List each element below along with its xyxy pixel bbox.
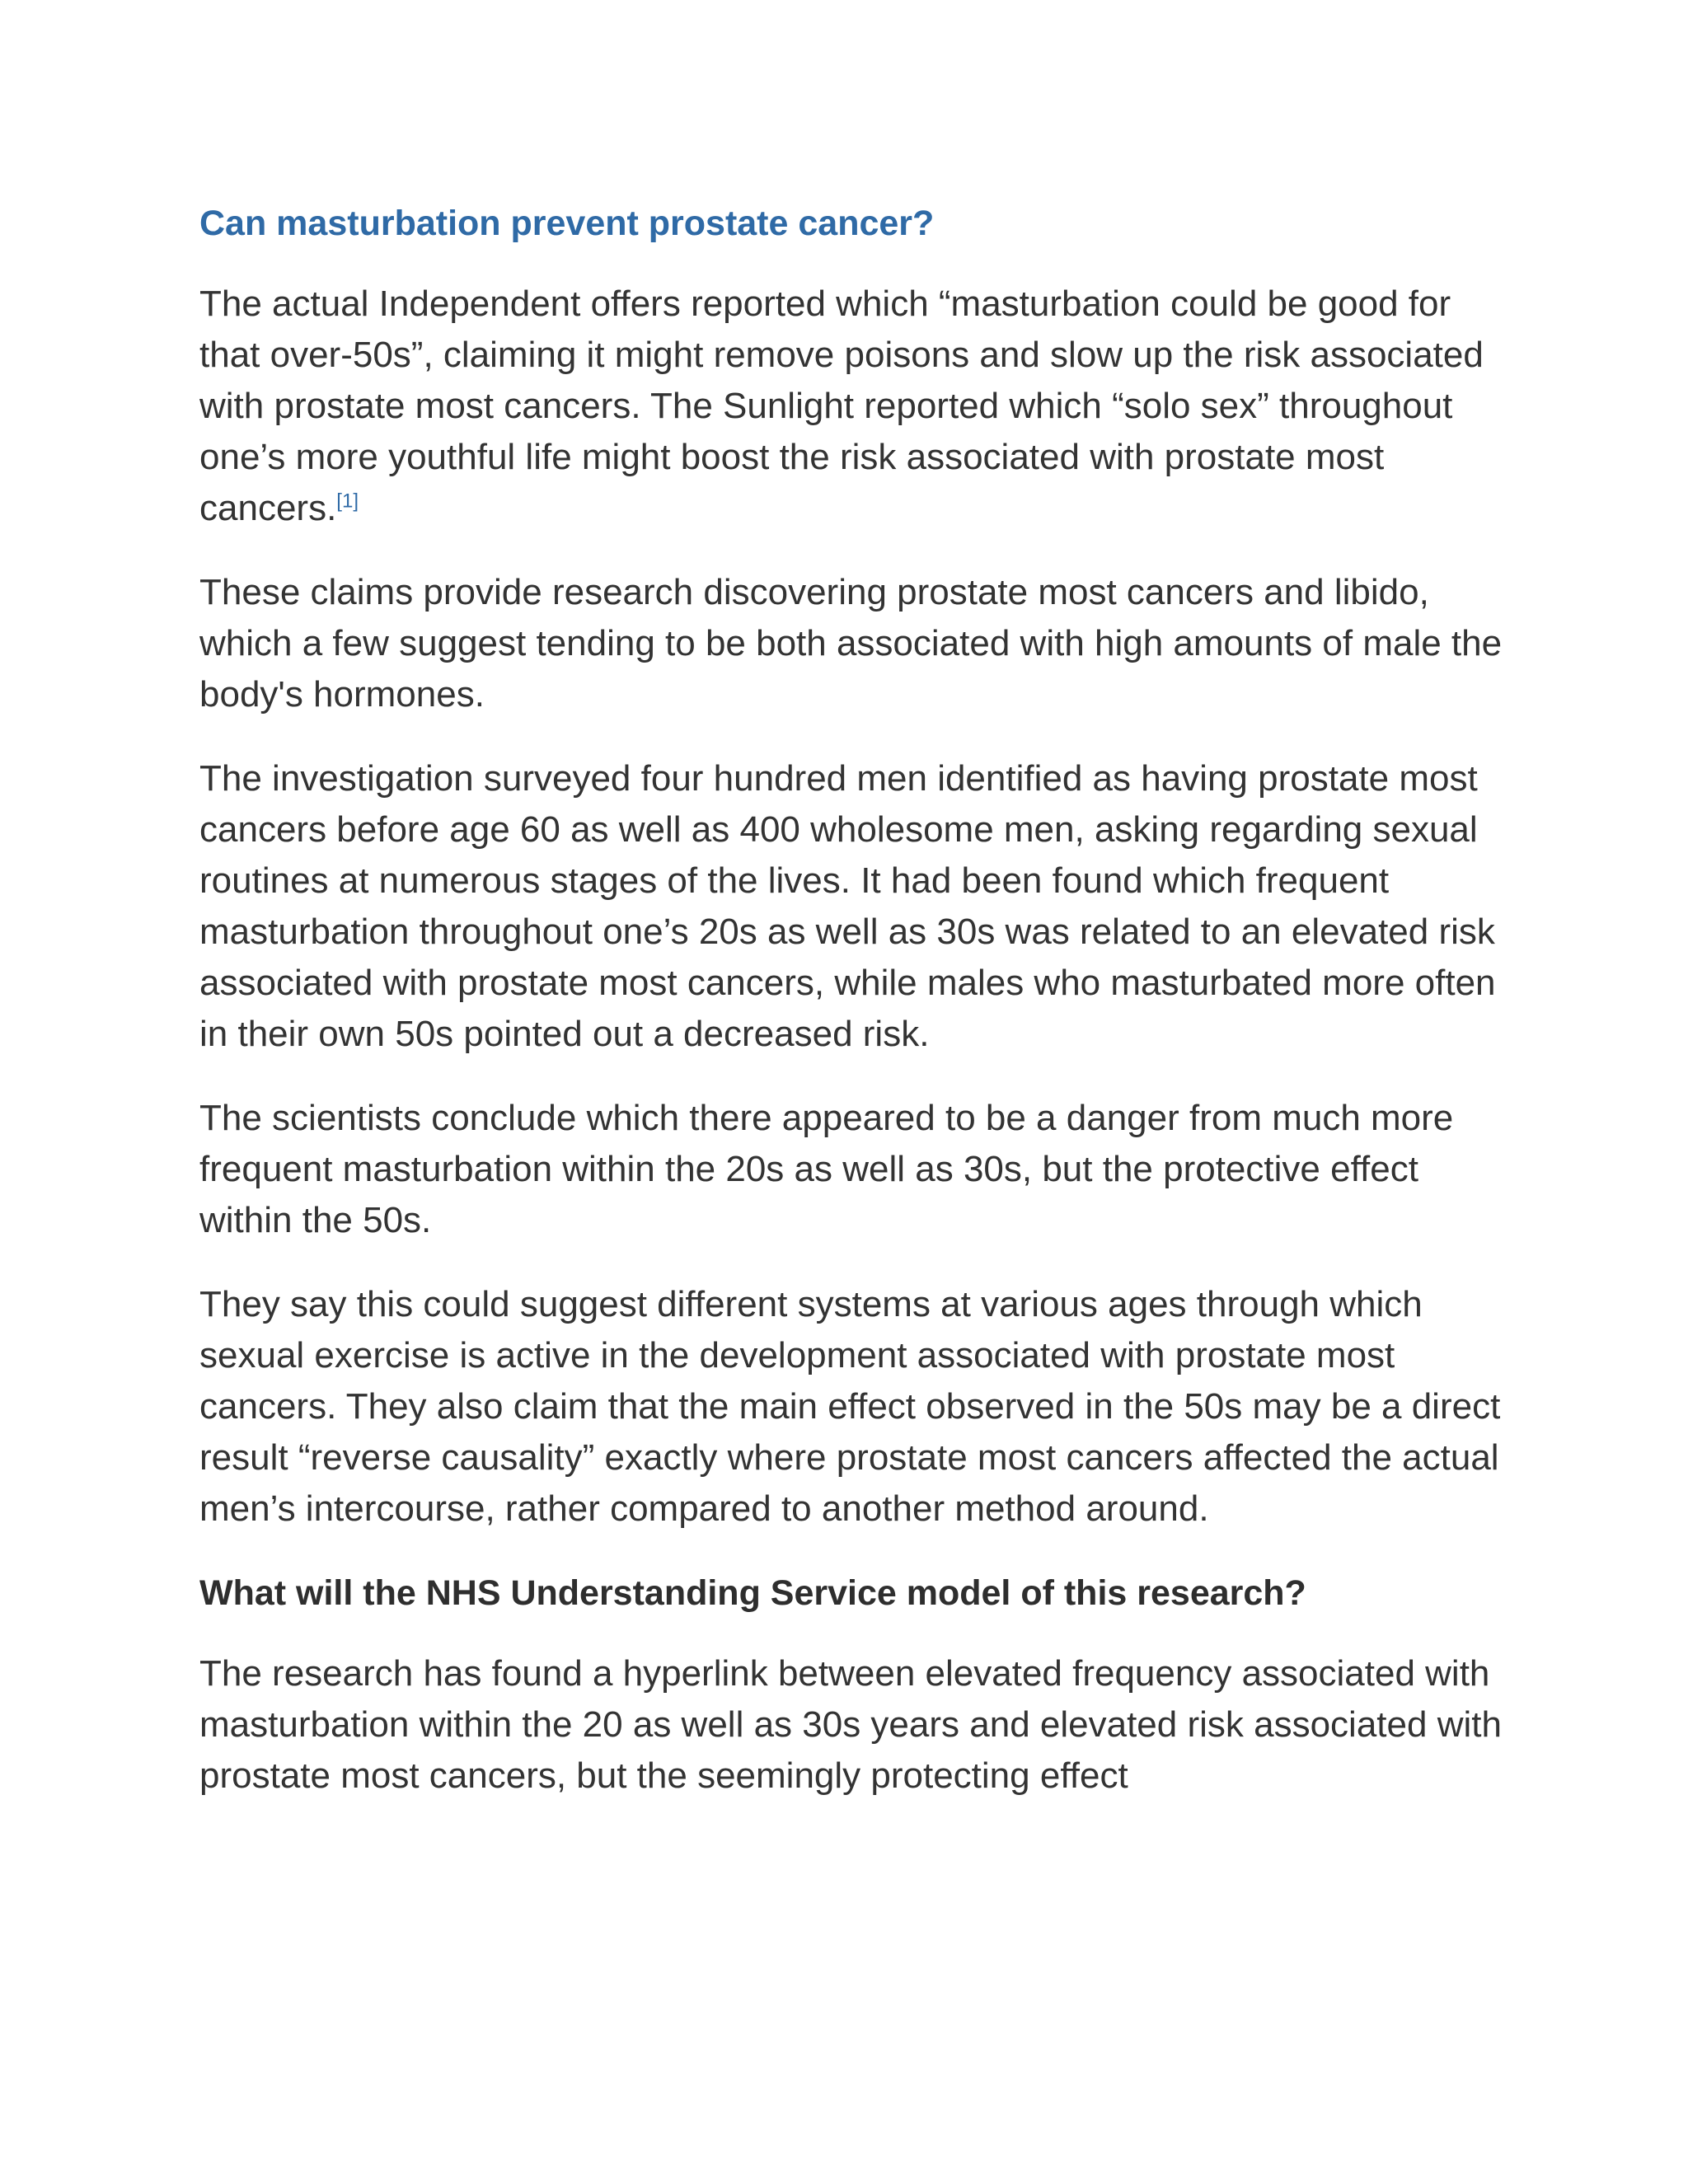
paragraph-1 [199,279,1510,534]
footnote-ref-link[interactable]: [1] [336,490,359,513]
document-page [199,198,1510,1835]
paragraph-2: These claims provide research discovering prostate most cancers and libido, which a few suggest tending to be both associated with high amounts of male the body's hormones. [199,572,1503,715]
paragraph-1-text: The actual Independent offers reported which “masturbation could be good for that over-50s”, claiming it might remove poisons and slow up the risk associated with prostate most cancers. The Sunlight reported which “solo sex” throughout one’s more youthful life might boost the risk associated with prostate most cancers. [199,284,1484,528]
section-heading: Can masturbation prevent prostate cancer? [199,204,935,243]
paragraph-5: They say this could suggest different systems at various ages through which sexual exercise is active in the development associated with prostate most cancers. They also claim that the main effect observed in the 50s may be a direct result “reverse causality” exactly where prostate most cancers affected the actual men’s intercourse, rather compared to another method around. [199,1284,1501,1529]
paragraph-3: The investigation surveyed four hundred men identified as having prostate most cancers before age 60 as well as 400 wholesome men, asking regarding sexual routines at numerous stages of the lives. It had been found which frequent masturbation throughout one’s 20s as well as 30s was related to an elevated risk associated with prostate most cancers, while males who masturbated more often in their own 50s pointed out a decreased risk. [199,758,1496,1054]
paragraph-4: The scientists conclude which there appeared to be a danger from much more frequent masturbation within the 20s as well as 30s, but the protective effect within the 50s. [199,1098,1454,1240]
paragraph-6: The research has found a hyperlink between elevated frequency associated with masturbation within the 20 as well as 30s years and elevated risk associated with prostate most cancers, but the seemingly protecting effect [199,1653,1502,1796]
subsection-heading: What will the NHS Understanding Service model of this research? [199,1573,1306,1613]
